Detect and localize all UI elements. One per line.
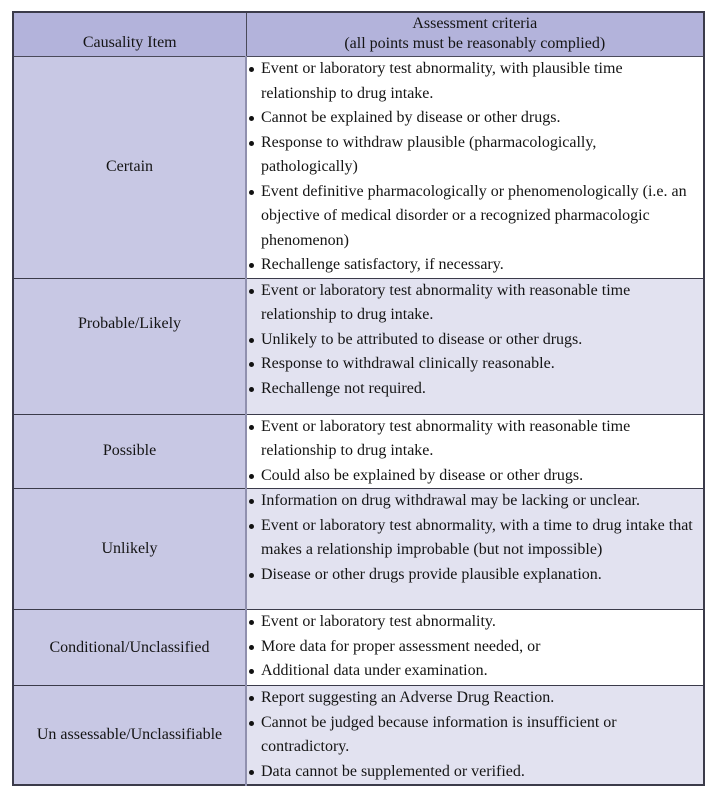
table-row-conditional xyxy=(13,610,704,686)
criteria-item: Event definitive pharmacologically or phenomenologically (i.e. an objective of medical disorder or a recognized pharmacologic phenomenon) xyxy=(247,180,697,254)
criteria-list xyxy=(247,415,697,489)
criteria-item: Rechallenge satisfactory, if necessary. xyxy=(247,253,697,278)
criteria-list xyxy=(247,489,697,587)
criteria-cell xyxy=(246,278,704,414)
criteria-item: Disease or other drugs provide plausible explanation. xyxy=(247,563,697,588)
header-causality-item: Causality Item xyxy=(13,12,246,57)
causality-item-unlikely: Unlikely xyxy=(13,489,246,610)
criteria-list xyxy=(247,279,697,402)
table-row-probable xyxy=(13,278,704,414)
criteria-item: Additional data under examination. xyxy=(247,659,697,684)
criteria-item: Information on drug withdrawal may be lacking or unclear. xyxy=(247,489,697,514)
criteria-cell xyxy=(246,489,704,610)
criteria-item: Rechallenge not required. xyxy=(247,377,697,402)
criteria-cell xyxy=(246,686,704,786)
criteria-cell xyxy=(246,414,704,489)
criteria-item: Could also be explained by disease or other drugs. xyxy=(247,464,697,489)
header-criteria-title: Assessment criteria xyxy=(412,15,538,32)
causality-item-conditional: Conditional/Unclassified xyxy=(13,610,246,686)
criteria-item: Response to withdraw plausible (pharmacologically, pathologically) xyxy=(247,131,697,180)
criteria-item: Event or laboratory test abnormality. xyxy=(247,610,697,635)
causality-item-certain: Certain xyxy=(13,57,246,279)
criteria-list xyxy=(247,686,697,784)
causality-assessment-table xyxy=(12,11,705,786)
criteria-item: Report suggesting an Adverse Drug Reaction. xyxy=(247,686,697,711)
criteria-list xyxy=(247,57,697,278)
criteria-item: Response to withdrawal clinically reasonable. xyxy=(247,352,697,377)
header-criteria-subtitle: (all points must be reasonably complied) xyxy=(344,35,606,52)
criteria-item: More data for proper assessment needed, or xyxy=(247,635,697,660)
causality-item-unassessable: Un assessable/Unclassifiable xyxy=(13,686,246,786)
header-row xyxy=(13,12,704,57)
criteria-list xyxy=(247,610,697,684)
criteria-item: Event or laboratory test abnormality with reasonable time relationship to drug intake. xyxy=(247,279,697,328)
table-row-unassessable xyxy=(13,686,704,786)
criteria-cell xyxy=(246,57,704,279)
criteria-item: Unlikely to be attributed to disease or other drugs. xyxy=(247,328,697,353)
criteria-item: Event or laboratory test abnormality, with a time to drug intake that makes a relationship improbable (but not impossible) xyxy=(247,514,697,563)
criteria-item: Event or laboratory test abnormality with reasonable time relationship to drug intake. xyxy=(247,415,697,464)
criteria-item: Data cannot be supplemented or verified. xyxy=(247,760,697,785)
criteria-item: Event or laboratory test abnormality, with plausible time relationship to drug intake. xyxy=(247,57,697,106)
table-row-unlikely xyxy=(13,489,704,610)
criteria-item: Cannot be judged because information is insufficient or contradictory. xyxy=(247,711,697,760)
table-row-certain xyxy=(13,57,704,279)
criteria-cell xyxy=(246,610,704,686)
causality-item-possible: Possible xyxy=(13,414,246,489)
criteria-item: Cannot be explained by disease or other drugs. xyxy=(247,106,697,131)
causality-item-probable: Probable/Likely xyxy=(13,278,246,414)
header-assessment-criteria xyxy=(246,12,704,57)
table-row-possible xyxy=(13,414,704,489)
